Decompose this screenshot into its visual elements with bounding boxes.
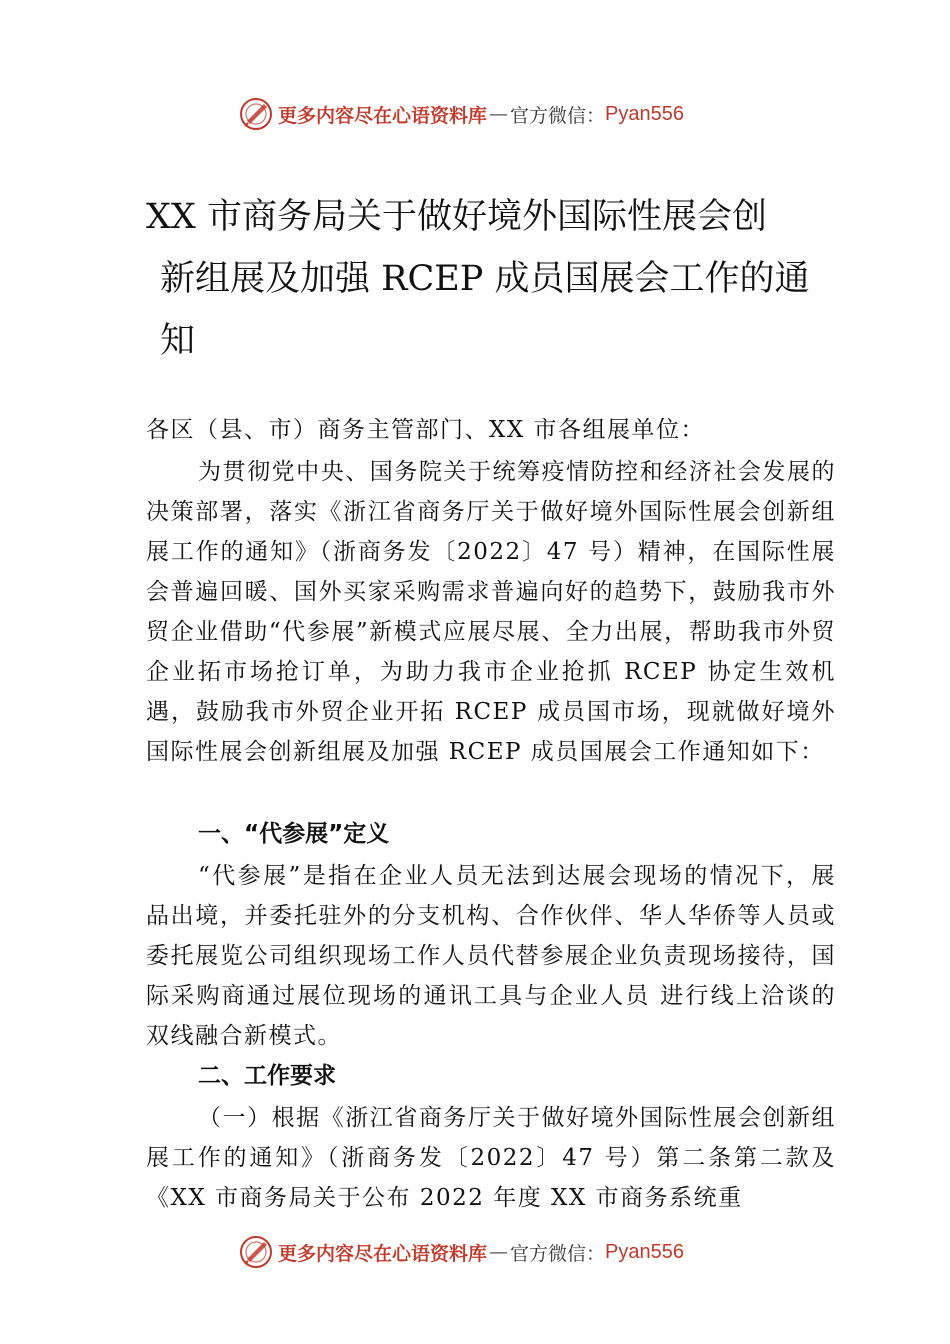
paragraph-requirements: （一）根据《浙江省商务厅关于做好境外国际性展会创新组展工作的通知》（浙商务发〔2022〕47 号）第二条第二款及《XX 市商务局关于公布 2022 年度 XX 市商务系统重: [146, 1105, 836, 1211]
header-watermark-banner: [238, 94, 684, 134]
document-title: [146, 186, 826, 372]
brand-text: 更多内容尽在心语资料库: [278, 104, 488, 127]
title-line-2: 新组展及加强 RCEP 成员国展会工作的通: [160, 259, 810, 299]
seal-logo-icon: [238, 96, 274, 132]
section-heading-1: 一、“代参展”定义: [198, 821, 390, 847]
salutation: 各区（县、市）商务主管部门、XX 市各组展单位：: [146, 417, 706, 443]
banner-dash: —: [489, 103, 509, 125]
brand-text: 更多内容尽在心语资料库: [278, 1242, 488, 1265]
seal-logo-icon: [238, 1234, 274, 1270]
footer-watermark-banner: [238, 1232, 684, 1272]
section-heading-2: 二、工作要求: [198, 1063, 336, 1089]
wechat-id: Pyan556: [605, 1240, 684, 1263]
wechat-label: 官方微信：: [510, 1242, 606, 1265]
banner-dash: —: [489, 1241, 509, 1263]
paragraph-definition: “代参展”是指在企业人员无法到达展会现场的情况下，展品出境，并委托驻外的分支机构、合作伙伴、华人华侨等人员或委托展览公司组织现场工作人员代替参展企业负责现场接待，国际采购商通过展位现场的通讯工具与企业人员 进行线上洽谈的双线融合新模式。: [146, 863, 836, 1049]
paragraph-intro: 为贯彻党中央、国务院关于统筹疫情防控和经济社会发展的决策部署，落实《浙江省商务厅关于做好境外国际性展会创新组展工作的通知》（浙商务发〔2022〕47 号）精神，在国际性展会普遍回暖、国外买家采购需求普遍向好的趋势下，鼓励我市外贸企业借助“代参展”新模式应展尽展、全力出展，帮助我市外贸企业拓市场抢订单，为助力我市企业抢抓 RCEP 协定生效机遇，鼓励我市外贸企业开拓 RCEP 成员国市场，现就做好境外国际性展会创新组展及加强 RCEP 成员国展会工作通知如下：: [146, 459, 836, 765]
title-line-1: XX 市商务局关于做好境外国际性展会创: [146, 197, 767, 237]
wechat-label: 官方微信：: [510, 104, 606, 127]
wechat-id: Pyan556: [605, 102, 684, 125]
title-line-3: 知: [160, 321, 196, 361]
